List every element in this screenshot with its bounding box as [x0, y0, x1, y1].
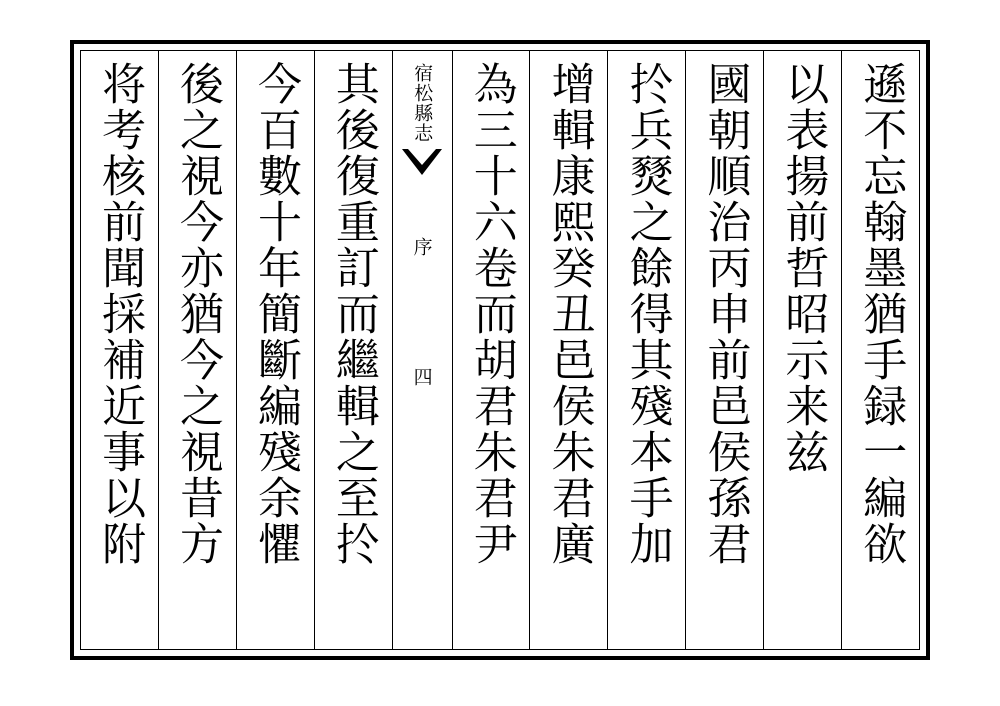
column-text: 扵兵燹之餘得其殘本手加	[621, 61, 673, 567]
text-column-2	[763, 51, 841, 649]
page-border-outer	[70, 40, 930, 660]
section-label: 序	[410, 237, 433, 257]
column-text: 今百數十年簡斷編殘余懼	[249, 61, 301, 567]
column-text: 其後復重訂而繼輯之至扵	[327, 61, 379, 567]
page-number-label: 四	[410, 367, 433, 386]
text-column-8	[236, 51, 314, 649]
column-text: 将考核前聞採補近事以附	[94, 61, 146, 567]
book-title: 宿松縣志	[411, 63, 434, 143]
page-border-inner	[80, 50, 920, 650]
column-text: 增輯康熙癸丑邑侯朱君廣	[543, 61, 595, 567]
text-column-3	[685, 51, 763, 649]
column-text: 國朝順治丙申前邑侯孫君	[699, 61, 751, 567]
text-column-9	[158, 51, 236, 649]
center-banner	[392, 51, 452, 649]
column-text: 為三十六卷而胡君朱君尹	[465, 61, 517, 567]
text-column-1	[841, 51, 919, 649]
text-column-10	[81, 51, 158, 649]
text-column-5	[529, 51, 607, 649]
column-text: 遜不忘翰墨猶手録一編欲	[855, 61, 907, 567]
text-column-6	[452, 51, 530, 649]
column-text: 後之視今亦猶今之視昔方	[172, 61, 224, 567]
fishtail-icon	[402, 149, 442, 175]
text-column-4	[607, 51, 685, 649]
column-text: 以表揚前哲昭示来兹	[777, 61, 829, 475]
text-column-7	[314, 51, 392, 649]
